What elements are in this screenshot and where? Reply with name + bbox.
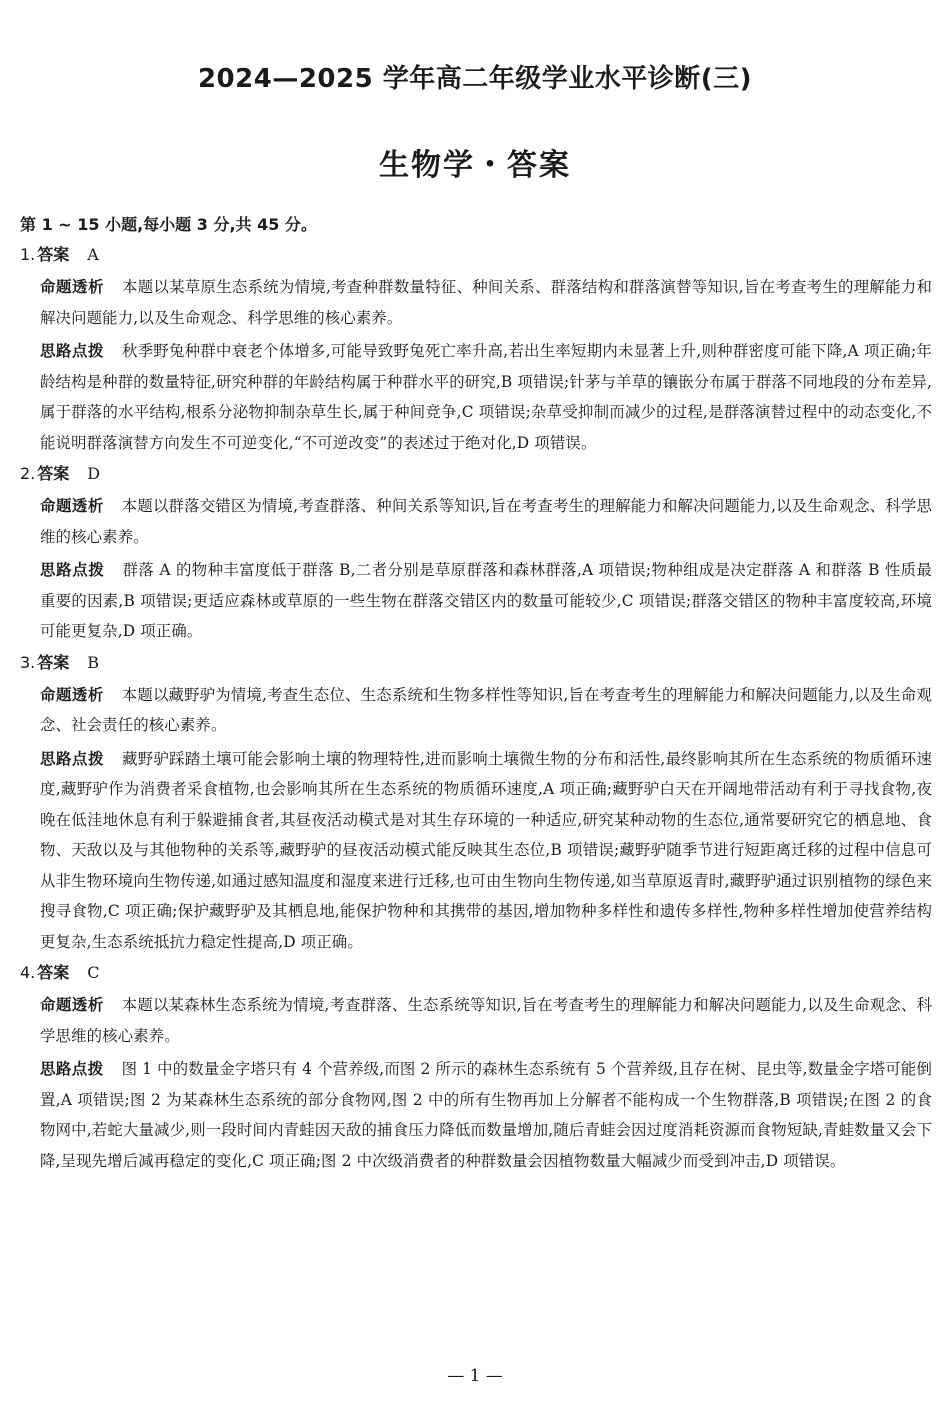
section-intro: 第 1 ~ 15 小题,每小题 3 分,共 45 分。	[20, 215, 317, 234]
question-header	[20, 650, 932, 676]
answer-label: 答案	[37, 464, 70, 483]
answer-value: B	[87, 652, 100, 672]
question-1	[20, 242, 932, 458]
answer-label: 答案	[37, 963, 70, 982]
approach-paragraph	[20, 1054, 932, 1176]
approach-label: 思路点拨	[40, 1060, 104, 1078]
analysis-paragraph	[20, 491, 932, 552]
answer-label: 答案	[37, 652, 70, 672]
question-number: 1.	[20, 245, 36, 264]
analysis-paragraph	[20, 272, 932, 333]
approach-label: 思路点拨	[40, 749, 105, 768]
answer-value: C	[87, 963, 100, 982]
analysis-text: 本题以群落交错区为情境,考查群落、种间关系等知识,旨在考查考生的理解能力和解决问题能力,以及生命观念、科学思维的核心素养。	[40, 497, 932, 546]
question-3	[20, 650, 932, 958]
exam-title: 2024—2025 学年高二年级学业水平诊断(三)	[197, 64, 753, 94]
answer-value: A	[87, 245, 99, 264]
question-2	[20, 461, 932, 647]
approach-paragraph	[20, 744, 932, 958]
approach-label: 思路点拨	[40, 342, 105, 360]
analysis-text: 本题以藏野驴为情境,考查生态位、生态系统和生物多样性等知识,旨在考查考生的理解能力和解决问题能力,以及生命观念、社会责任的核心素养。	[40, 685, 932, 734]
approach-paragraph	[20, 336, 932, 458]
approach-paragraph	[20, 555, 932, 647]
approach-text: 藏野驴踩踏土壤可能会影响土壤的物理特性,进而影响土壤微生物的分布和活性,最终影响其所在生态系统的物质循环速度,藏野驴作为消费者采食植物,也会影响其所在生态系统的物质循环速度,A 项正确;藏野驴白天在开阔地带活动有利于寻找食物,夜晚在低洼地休息有利于躲避捕食者,其昼夜活动模式是对其生存环境的一种适应,研究某种动物的生态位,通常要研究它的栖息地、食物、天敌以及与其他物种的关系等,藏野驴的昼夜活动模式能反映其生态位,B 项错误;藏野驴随季节进行短距离迁移的过程中信息可从非生物环境向生物传递,如通过感知温度和湿度来进行迁移,也可由生物向生物传递,如当草原返青时,藏野驴通过识别植物的绿色来搜寻食物,C 项正确;保护藏野驴及其栖息地,能保护物种和其携带的基因,增加物种多样性和遗传多样性,物种多样性增加使营养结构更复杂,生态系统抵抗力稳定性提高,D 项正确。	[40, 749, 932, 951]
question-header	[20, 960, 932, 986]
question-number: 3.	[20, 652, 36, 672]
page-number: — 1 —	[447, 1366, 503, 1386]
subject-title: 生物学・答案	[379, 148, 571, 183]
question-header	[20, 242, 932, 268]
analysis-label: 命题透析	[40, 996, 104, 1014]
analysis-label: 命题透析	[40, 685, 104, 704]
approach-text: 图 1 中的数量金字塔只有 4 个营养级,而图 2 所示的森林生态系统有 5 个营养级,且存在树、昆虫等,数量金字塔可能倒置,A 项错误;图 2 为某森林生态系统的部分食物网,图 2 中的所有生物再加上分解者不能构成一个生物群落,B 项错误;在图 2 的食物网中,若蛇大量减少,则一段时间内青蛙因天敌的捕食压力降低而数量增加,随后青蛙会因过度消耗资源而食物短缺,青蛙数量又会下降,呈现先增后减再稳定的变化,C 项正确;图 2 中次级消费者的种群数量会因植物数量大幅减少而受到冲击,D 项错误。	[40, 1060, 932, 1170]
analysis-label: 命题透析	[40, 497, 104, 515]
answer-content	[20, 212, 932, 1179]
question-4	[20, 960, 932, 1176]
answer-label: 答案	[37, 245, 70, 264]
analysis-text: 本题以某森林生态系统为情境,考查群落、生态系统等知识,旨在考查考生的理解能力和解决问题能力,以及生命观念、科学思维的核心素养。	[40, 996, 932, 1045]
question-number: 4.	[20, 963, 36, 982]
answer-value: D	[87, 464, 101, 483]
analysis-paragraph	[20, 990, 932, 1051]
question-header	[20, 461, 932, 487]
approach-label: 思路点拨	[40, 561, 105, 579]
question-number: 2.	[20, 464, 36, 483]
approach-text: 群落 A 的物种丰富度低于群落 B,二者分别是草原群落和森林群落,A 项错误;物种组成是决定群落 A 和群落 B 性质最重要的因素,B 项错误;更适应森林或草原的一些生物在群落交错区内的数量可能较少,C 项错误;群落交错区的物种丰富度较高,环境可能更复杂,D 项正确。	[40, 561, 932, 640]
analysis-label: 命题透析	[40, 278, 105, 296]
approach-text: 秋季野兔种群中衰老个体增多,可能导致野兔死亡率升高,若出生率短期内未显著上升,则种群密度可能下降,A 项正确;年龄结构是种群的数量特征,研究种群的年龄结构属于种群水平的研究,B 项错误;针茅与羊草的镶嵌分布属于群落不同地段的分布差异,属于群落的水平结构,根系分泌物抑制杂草生长,属于种间竞争,C 项错误;杂草受抑制而减少的过程,是群落演替过程中的动态变化,不能说明群落演替方向发生不可逆变化,“不可逆改变”的表述过于绝对化,D 项错误。	[40, 342, 932, 452]
analysis-paragraph	[20, 680, 932, 741]
analysis-text: 本题以某草原生态系统为情境,考查种群数量特征、种间关系、群落结构和群落演替等知识,旨在考查考生的理解能力和解决问题能力,以及生命观念、科学思维的核心素养。	[40, 278, 932, 327]
